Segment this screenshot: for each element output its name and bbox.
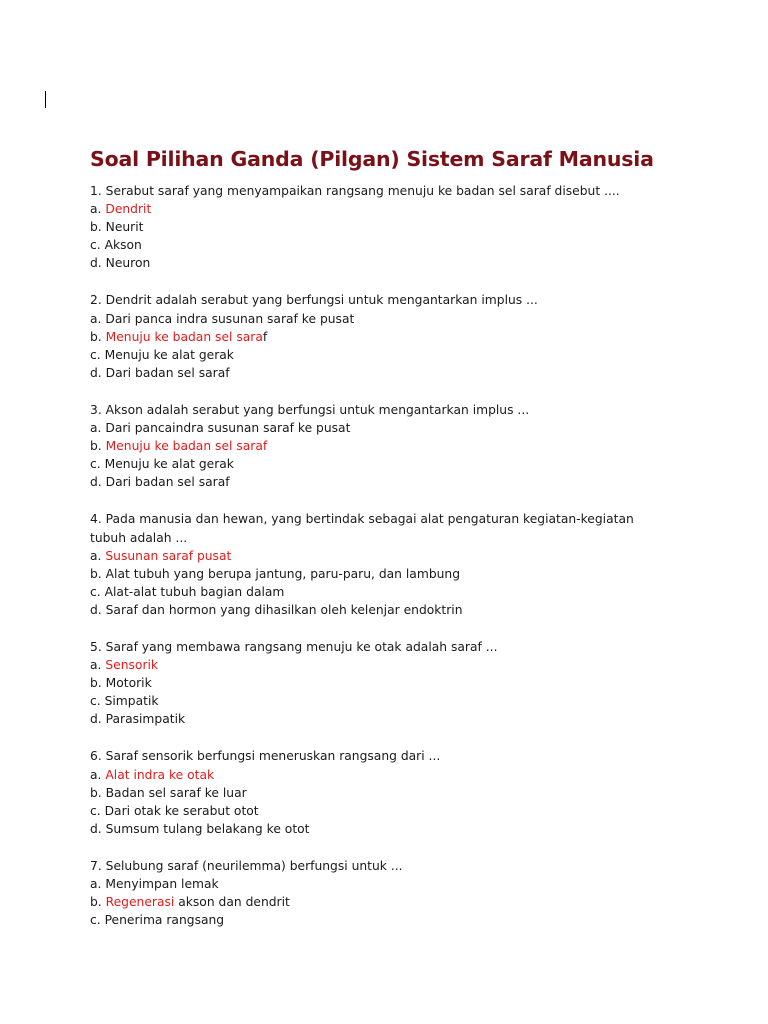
option-text-rest: f — [262, 329, 268, 344]
option-text: c. Menuju ke alat gerak — [90, 347, 234, 362]
answer-option — [90, 473, 740, 491]
answer-option — [90, 911, 740, 929]
answer-option — [90, 547, 740, 565]
option-text: c. Alat-alat tubuh bagian dalam — [90, 584, 285, 599]
answer-option — [90, 784, 740, 802]
question-text: 7. Selubung saraf (neurilemma) berfungsi untuk ... — [90, 858, 403, 873]
option-text: c. Simpatik — [90, 694, 159, 709]
answer-option — [90, 328, 740, 346]
question-7 — [90, 857, 740, 929]
answer-option — [90, 364, 740, 382]
answer-option — [90, 310, 740, 328]
option-text: c. Penerima rangsang — [90, 913, 225, 928]
option-text: a. — [90, 202, 106, 217]
answer-option — [90, 565, 740, 583]
answer-option — [90, 254, 740, 272]
document-title: Soal Pilihan Ganda (Pilgan) Sistem Saraf Manusia — [90, 147, 654, 171]
question-4 — [90, 510, 740, 619]
question-text: 6. Saraf sensorik berfungsi meneruskan rangsang dari ... — [90, 749, 441, 764]
option-text: a. — [90, 548, 106, 563]
option-text: b. Alat tubuh yang berupa jantung, paru-paru, dan lambung — [90, 566, 461, 581]
correct-answer-highlight: Regenerasi — [105, 895, 175, 910]
correct-answer-highlight: Sensorik — [105, 658, 159, 673]
option-text: a. — [90, 658, 106, 673]
answer-option — [90, 437, 740, 455]
option-text: d. Parasimpatik — [90, 712, 186, 727]
option-text: c. Dari otak ke serabut otot — [90, 803, 259, 818]
answer-option — [90, 218, 740, 236]
option-text: b. — [90, 439, 106, 454]
option-text: d. Sumsum tulang belakang ke otot — [90, 821, 310, 836]
question-text: 4. Pada manusia dan hewan, yang bertindak sebagai alat pengaturan kegiatan-kegiatan tubuh adalah ... — [90, 512, 634, 545]
option-text: d. Dari badan sel saraf — [90, 365, 230, 380]
answer-option — [90, 802, 740, 820]
question-text: 3. Akson adalah serabut yang berfungsi untuk mengantarkan implus ... — [90, 402, 530, 417]
answer-option — [90, 601, 740, 619]
option-text: b. Neurit — [90, 220, 144, 235]
option-text: b. Badan sel saraf ke luar — [90, 785, 247, 800]
answer-option — [90, 419, 740, 437]
answer-option — [90, 875, 740, 893]
option-text: a. Dari pancaindra susunan saraf ke pusat — [90, 421, 351, 436]
option-text: d. Saraf dan hormon yang dihasilkan oleh kelenjar endoktrin — [90, 602, 463, 617]
answer-option — [90, 583, 740, 601]
correct-answer-highlight: Alat indra ke otak — [105, 767, 215, 782]
option-text: a. — [90, 767, 106, 782]
answer-option — [90, 346, 740, 364]
question-text: 2. Dendrit adalah serabut yang berfungsi untuk mengantarkan implus ... — [90, 293, 538, 308]
question-2 — [90, 291, 740, 381]
answer-option — [90, 455, 740, 473]
option-text: b. — [90, 329, 106, 344]
option-text-rest: akson dan dendrit — [174, 895, 290, 910]
answer-option — [90, 674, 740, 692]
answer-option — [90, 656, 740, 674]
correct-answer-highlight: Susunan saraf pusat — [105, 548, 232, 563]
question-6 — [90, 747, 740, 837]
document-page — [90, 146, 740, 948]
option-text: d. Neuron — [90, 256, 151, 271]
option-text: a. Menyimpan lemak — [90, 877, 219, 891]
answer-option — [90, 893, 740, 911]
option-text: b. — [90, 895, 106, 910]
correct-answer-highlight: Dendrit — [105, 202, 152, 217]
option-text: c. Menuju ke alat gerak — [90, 457, 234, 472]
correct-answer-highlight: Menuju ke badan sel saraf — [105, 439, 268, 454]
question-3 — [90, 401, 740, 491]
question-text: 5. Saraf yang membawa rangsang menuju ke otak adalah saraf ... — [90, 639, 498, 654]
option-text: b. Motorik — [90, 676, 152, 691]
option-text: a. Dari panca indra susunan saraf ke pusat — [90, 311, 355, 326]
answer-option — [90, 200, 740, 218]
answer-option — [90, 766, 740, 784]
option-text: c. Akson — [90, 238, 142, 253]
question-1 — [90, 182, 740, 272]
answer-option — [90, 692, 740, 710]
question-list — [90, 182, 740, 929]
question-5 — [90, 638, 740, 728]
answer-option — [90, 710, 740, 728]
answer-option — [90, 820, 740, 838]
question-text: 1. Serabut saraf yang menyampaikan rangsang menuju ke badan sel saraf disebut .... — [90, 184, 620, 198]
option-text: d. Dari badan sel saraf — [90, 475, 230, 490]
text-cursor — [45, 91, 46, 108]
answer-option — [90, 236, 740, 254]
correct-answer-highlight: Menuju ke badan sel sara — [105, 329, 263, 344]
